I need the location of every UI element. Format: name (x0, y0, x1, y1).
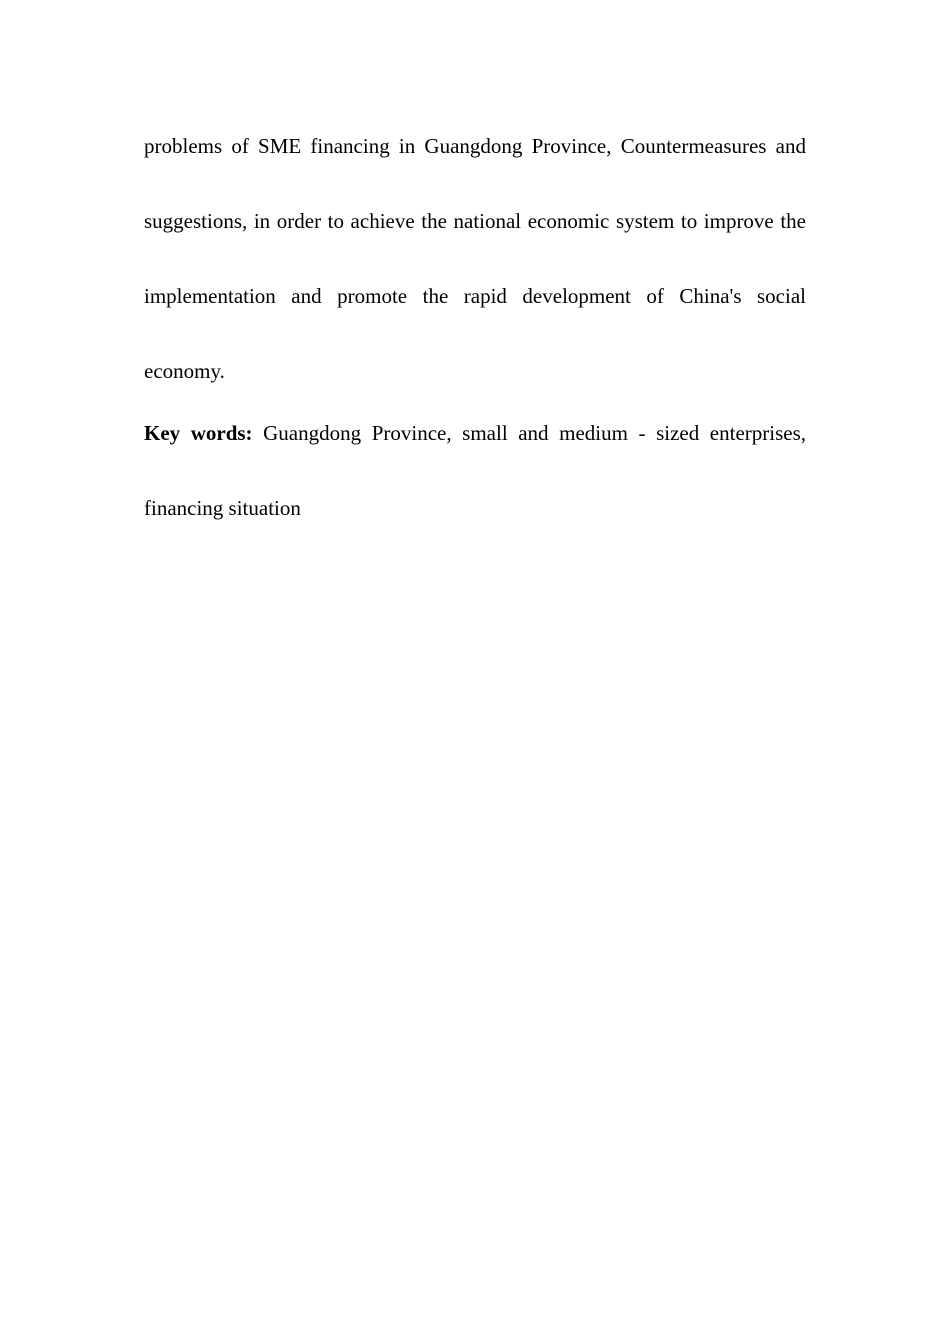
keywords-paragraph (144, 396, 806, 546)
abstract-paragraph: problems of SME financing in Guangdong Province, Countermeasures and suggestions, in order to achieve the national economic system to improve the implementation and promote the rapid development of China's social economy. (144, 134, 806, 383)
keywords-label: Key words: (144, 421, 253, 445)
keywords-text: Guangdong Province, small and medium - sized enterprises, financing situation (144, 421, 806, 520)
